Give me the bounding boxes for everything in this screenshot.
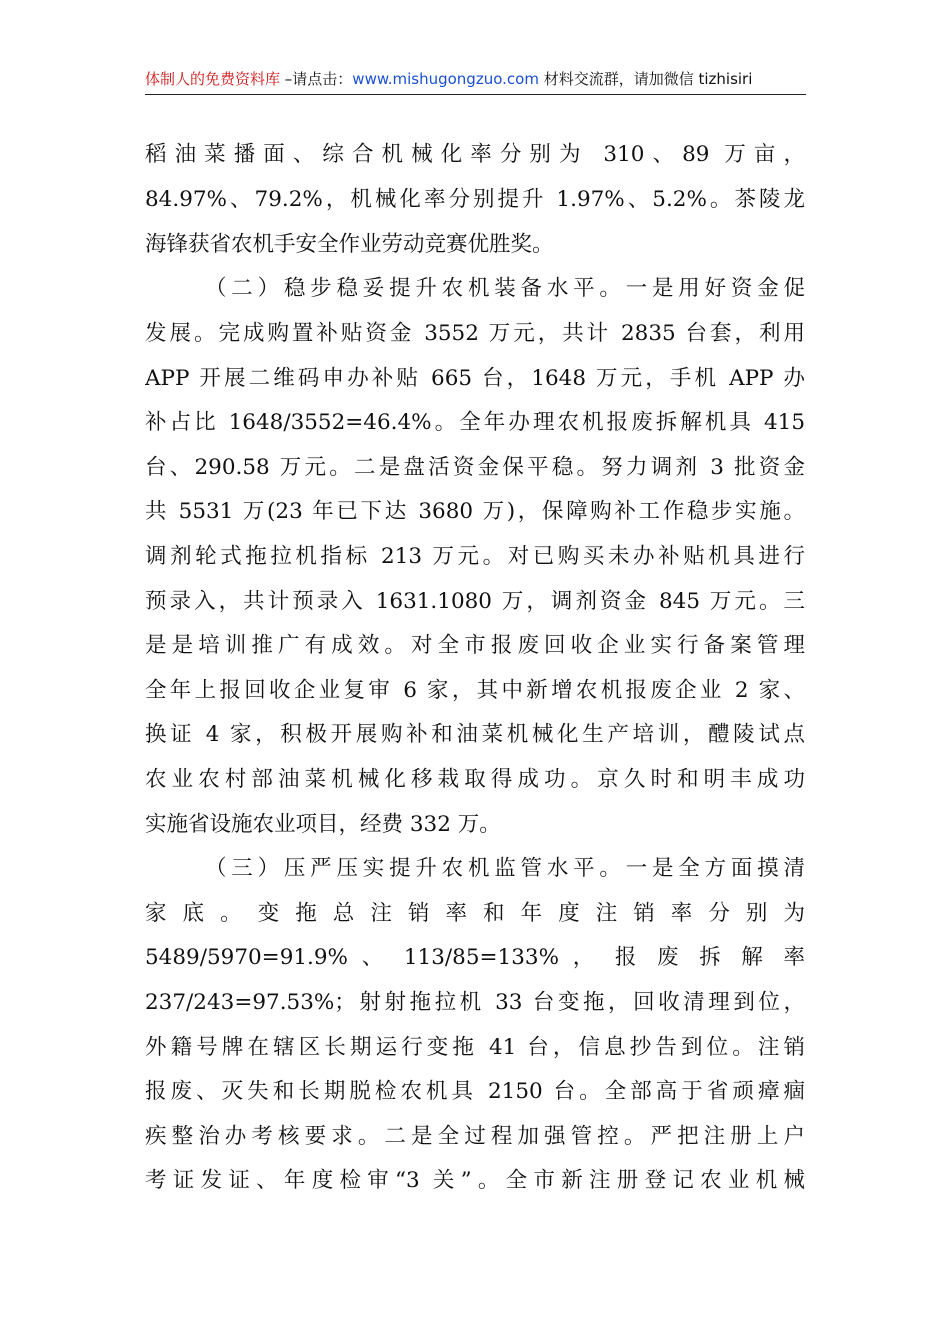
page-header [145,68,806,95]
text-line: 发展。完成购置补贴资金 3552 万元，共计 2835 台套，利用 [145,321,805,346]
text-line: 84.97%、79.2%，机械化率分别提升 1.97%、5.2%。茶陵龙 [145,187,805,212]
text-line: 疾整治办考核要求。二是全过程加强管控。严把注册上户 [145,1124,805,1149]
text-line: 预录入，共计预录入 1631.1080 万，调剂资金 845 万元。三 [145,589,805,614]
header-link[interactable]: www.mishugongzuo.com [352,70,539,88]
text-line: 补占比 1648/3552=46.4%。全年办理农机报废拆解机具 415 [145,410,805,435]
header-tail: 材料交流群，请加微信 tizhisiri [538,70,753,88]
text-line: 实施省设施农业项目，经费 332 万。 [145,812,501,837]
text-line: 调剂轮式拖拉机指标 213 万元。对已购买未办补贴机具进行 [145,544,805,569]
text-line: 家底。变拖总注销率和年度注销率分别为 [145,901,805,926]
text-line: 共 5531 万(23 年已下达 3680 万)，保障购补工作稳步实施。 [145,499,805,524]
section-heading-line: （二）稳步稳妥提升农机装备水平。一是用好资金促 [205,276,805,301]
text-line: 稻油菜播面、综合机械化率分别为 310、89 万亩， [145,142,805,167]
text-line: 全年上报回收企业复审 6 家，其中新增农机报废企业 2 家、 [145,678,805,703]
header-separator: –请点击： [280,70,353,88]
text-line: 是是培训推广有成效。对全市报废回收企业实行备案管理 [145,633,805,658]
text-line: 5489/5970=91.9% 、 113/85=133% ， 报 废 拆 解 率 [145,945,805,970]
text-line: 考证发证、年度检审“3 关”。全市新注册登记农业机械 [145,1168,805,1193]
text-line: 农业农村部油菜机械化移栽取得成功。京久时和明丰成功 [145,767,805,792]
section-heading-line: （三）压严压实提升农机监管水平。一是全方面摸清 [205,856,805,881]
text-line: 海锋获省农机手安全作业劳动竞赛优胜奖。 [145,232,554,257]
text-line: 台、290.58 万元。二是盘活资金保平稳。努力调剂 3 批资金 [145,455,805,480]
header-brand: 体制人的免费资料库 [145,70,281,88]
text-line: 报废、灭失和长期脱检农机具 2150 台。全部高于省顽瘴痼 [145,1079,805,1104]
text-line: APP 开展二维码申办补贴 665 台，1648 万元，手机 APP 办 [145,366,805,391]
text-line: 237/243=97.53%；射射拖拉机 33 台变拖，回收清理到位， [145,990,805,1015]
text-line: 外籍号牌在辖区长期运行变拖 41 台，信息抄告到位。注销 [145,1035,805,1060]
text-line: 换证 4 家，积极开展购补和油菜机械化生产培训，醴陵试点 [145,722,805,747]
